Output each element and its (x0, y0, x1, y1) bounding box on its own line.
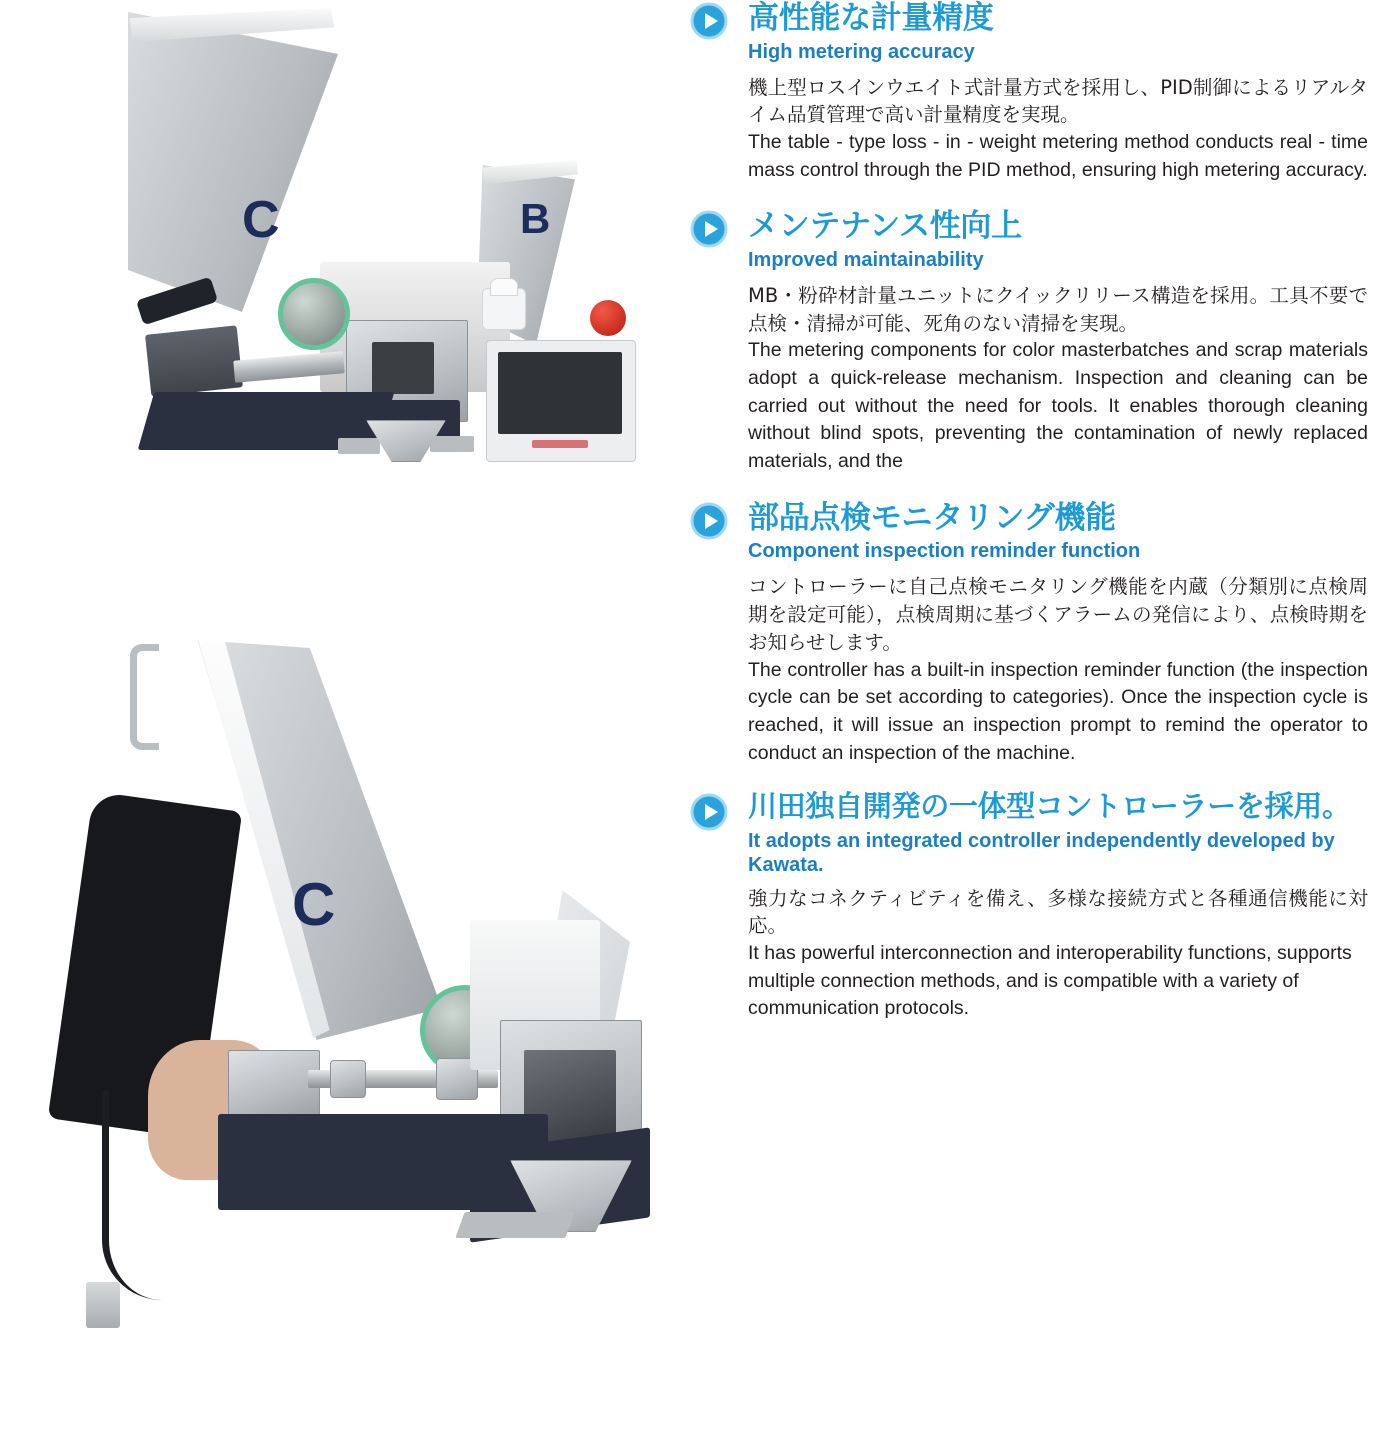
chamber-window (372, 342, 434, 394)
feature-title-en: Component inspection reminder function (748, 540, 1141, 563)
feature-title-en: Improved maintainability (748, 249, 984, 272)
quick-release-unit (228, 1050, 320, 1116)
machine-foot-left (338, 438, 380, 454)
feature-title-ja: 高性能な計量精度 (748, 0, 994, 35)
feature-body-ja: MB・粉砕材計量ユニットにクイックリリース構造を採用。工具不要で点検・清掃が可能、死角のない清掃を実現。 (748, 284, 1368, 335)
play-circle-icon (690, 210, 728, 248)
hopper-label-c: C (292, 871, 336, 938)
feature-item (690, 0, 1368, 184)
feature-title-ja: メンテナンス性向上 (748, 208, 1022, 244)
hmi-screen[interactable] (498, 352, 622, 434)
drive-motor (145, 325, 243, 396)
machine-foot-right (430, 436, 474, 452)
hopper-label-c: C (242, 191, 280, 249)
feature-title-ja: 川田独自開発の一体型コントローラーを採用。 (748, 791, 1351, 824)
machine-foot (455, 1212, 574, 1238)
feature-body-en: The controller has a built-in inspection reminder function (the inspection cycle can be set according to categories). Once the inspection cycle is reached, it will issue an inspection prompt to remind the operator to conduct an inspection of the machine. (748, 658, 1368, 764)
hopper-handle (130, 644, 159, 750)
play-circle-icon (690, 793, 728, 831)
feature-body-en: The metering components for color masterbatches and scrap materials adopt a quick-release mechanism. Inspection and cleaning can be carried out without the need for tools. It enables thorough cleaning without blind spots, preventing the contamination of newly replaced materials, and the (748, 339, 1368, 473)
features-column (690, 0, 1394, 1441)
feature-item (690, 791, 1368, 1023)
screw-coupling (330, 1060, 366, 1098)
emergency-stop-button[interactable] (590, 300, 626, 336)
feature-body-en: The table - type loss - in - weight metering method conducts real - time mass control through the PID method, ensuring high metering accuracy. (748, 131, 1368, 181)
feature-item (690, 500, 1368, 767)
power-cable (102, 1090, 169, 1300)
play-circle-icon (690, 502, 728, 540)
feature-body-ja: 機上型ロスインウエイト式計量方式を採用し、PID制御によるリアルタイム品質管理で高い計量精度を実現。 (748, 75, 1368, 127)
feature-body-ja: コントローラーに自己点検モニタリング機能を内蔵（分類別に点検周期を設定可能），点検周期に基づくアラームの発信により、点検時期をお知らせします。 (748, 575, 1368, 654)
product-photo-machine (20, 0, 670, 520)
feature-title-en: It adopts an integrated controller independently developed by Kawata. (748, 829, 1335, 876)
hmi-logo-strip (532, 440, 588, 448)
feature-title-en: High metering accuracy (748, 40, 975, 63)
feature-title-ja: 部品点検モニタリング機能 (748, 499, 1116, 535)
product-photo-maintenance (30, 620, 670, 1360)
cable-plug (86, 1282, 120, 1328)
sight-glass-ring (278, 278, 350, 350)
feature-body-ja: 強力なコネクティビティを備え、多様な接続方式と各種通信機能に対応。 (748, 886, 1368, 938)
sensor-cap-top (490, 278, 518, 296)
hopper-c-top (38, 12, 338, 312)
hopper-label-b: B (520, 195, 551, 242)
feature-body-en: It has powerful interconnection and interoperability functions, supports multiple connection methods, and is compatible with a variety of communication protocols. (748, 942, 1352, 1020)
play-circle-icon (690, 2, 728, 40)
feature-item (690, 208, 1368, 475)
image-column (0, 0, 690, 1441)
